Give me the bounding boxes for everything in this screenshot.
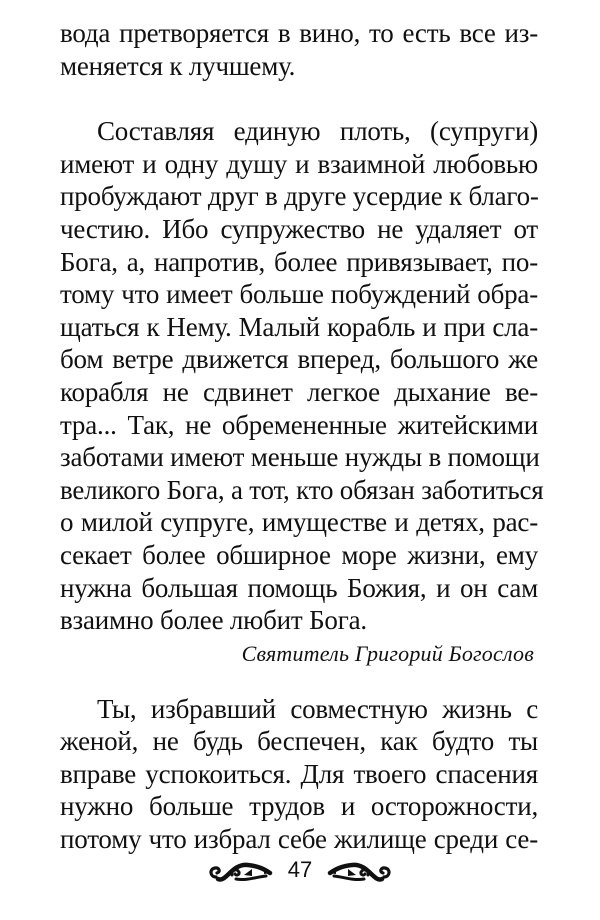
text-line: великого Бога, а тот, кто обязан заботиться [60, 474, 544, 505]
page-footer [0, 855, 600, 891]
text-line: нужно больше трудов и осторожности, [60, 791, 538, 822]
quote-attribution: Святитель Григорий Богослов [241, 640, 534, 666]
page-number: 47 [287, 857, 313, 882]
text-line: щаться к Нему. Малый корабль и при сла- [60, 311, 538, 342]
text-line: тра... Так, не обремененные житейскими [60, 409, 538, 440]
text-line: Ты, избравший совместную жизнь с [97, 693, 538, 724]
paragraph-1 [60, 17, 538, 82]
text-line: нужна большая помощь Божия, и он сам [60, 572, 538, 603]
text-line: Составляя единую плоть, (супруги) [97, 116, 538, 147]
text-line: вправе успокоиться. Для твоего спасения [60, 758, 538, 789]
text-line: корабля не сдвинет легкое дыхание ве- [60, 376, 538, 407]
text-line: вода претворяется в вино, то есть все из- [60, 18, 538, 48]
text-line: потому что избрал себе жилище среди се- [60, 824, 538, 855]
text-line: взаимно более любит Бога. [60, 605, 367, 636]
text-line: честию. Ибо супружество не удаляет от [60, 213, 538, 244]
text-line: бом ветре движется вперед, большого же [60, 344, 538, 375]
text-line: о милой супруге, имуществе и детях, рас- [60, 507, 538, 538]
paragraph-3 [60, 693, 538, 856]
scroll-ornament-right-icon [326, 859, 394, 887]
text-line: секает более обширное море жизни, ему [60, 539, 538, 570]
text-line: заботами имеют меньше нужды в помощи [60, 442, 540, 473]
text-line: пробуждают друг в друге усердие к благо- [60, 181, 539, 212]
text-line: имеют и одну душу и взаимной любовью [60, 148, 538, 179]
paragraph-2 [60, 115, 544, 669]
text-line: Бога, а, напротив, более привязывает, по- [60, 246, 538, 277]
text-line: меняется к лучшему. [60, 50, 296, 81]
text-line: женой, не будь беспечен, как будто ты [60, 726, 538, 757]
scroll-ornament-left-icon [206, 859, 274, 887]
page-body [60, 17, 544, 856]
text-line: тому что имеет больше побуждений обра- [60, 279, 538, 310]
